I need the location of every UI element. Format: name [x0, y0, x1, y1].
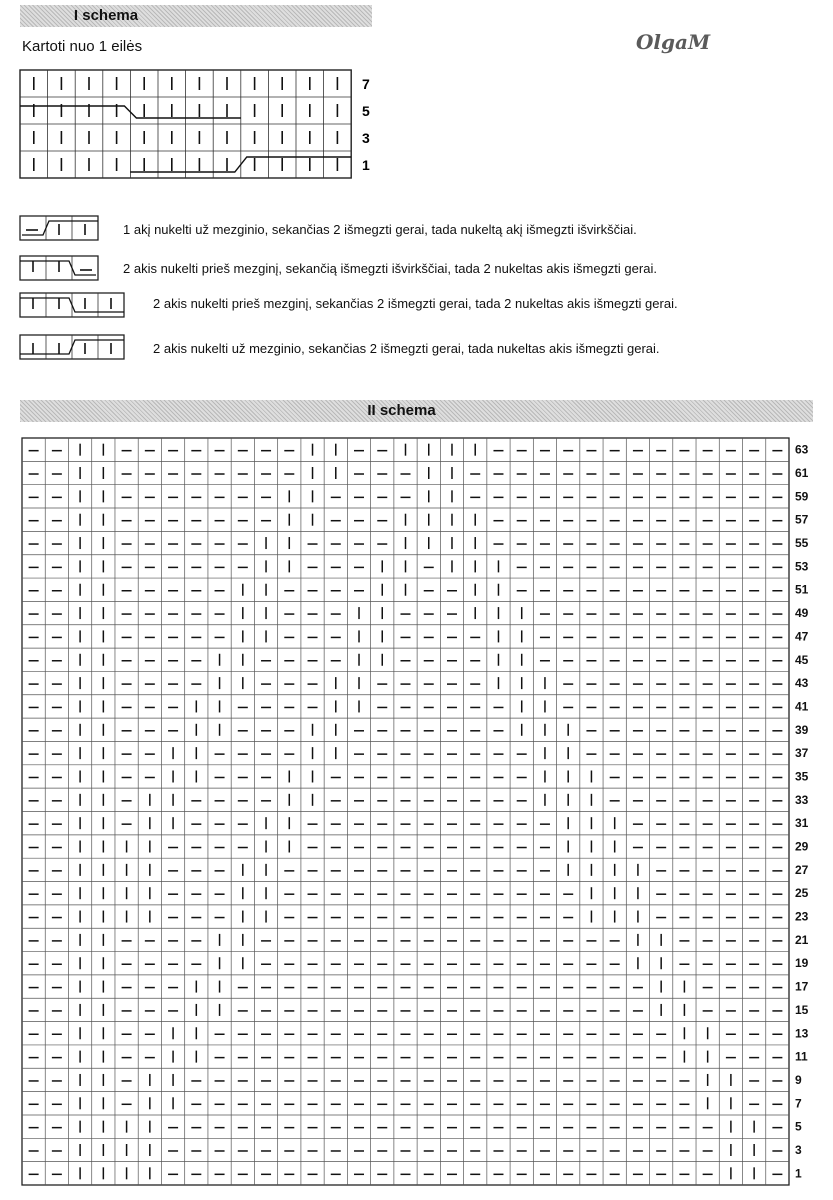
- row-label: 23: [795, 909, 809, 924]
- row-label: 19: [795, 956, 809, 971]
- row-label: 15: [795, 1002, 809, 1017]
- row-label: 51: [795, 582, 809, 597]
- row-label: 7: [362, 76, 370, 92]
- schema-2-grid: [22, 438, 789, 1185]
- legend-text-4: 2 akis nukelti už mezginio, sekančias 2 išmegzti gerai, tada nukeltas akis išmegzti gerai.: [153, 341, 660, 356]
- row-label: 43: [795, 676, 809, 691]
- schema-1-title: I schema: [73, 7, 139, 24]
- author-logo: OlgaM: [636, 30, 711, 54]
- row-label: 5: [362, 103, 370, 119]
- row-label: 5: [795, 1119, 802, 1134]
- repeat-note: Kartoti nuo 1 eilės: [22, 38, 143, 55]
- row-label: 57: [795, 512, 809, 527]
- row-label: 47: [795, 629, 809, 644]
- row-label: 39: [795, 722, 809, 737]
- row-label: 41: [795, 699, 809, 714]
- row-label: 33: [795, 792, 809, 807]
- legend-text-2: 2 akis nukelti prieš mezginį, sekančią išmegzti išvirkščiai, tada 2 nukeltas akis išmegzti gerai.: [123, 261, 657, 276]
- row-label: 59: [795, 489, 809, 504]
- legend-text-3: 2 akis nukelti prieš mezginį, sekančias 2 išmegzti gerai, tada 2 nukeltas akis išmegzti gerai.: [153, 296, 678, 311]
- row-label: 29: [795, 839, 809, 854]
- row-label: 11: [795, 1049, 808, 1064]
- row-label: 61: [795, 466, 809, 481]
- row-label: 1: [362, 157, 370, 173]
- row-label: 3: [795, 1142, 802, 1157]
- row-label: 9: [795, 1072, 802, 1087]
- row-label: 25: [795, 886, 809, 901]
- row-label: 1: [795, 1166, 802, 1181]
- legend-text-1: 1 akį nukelti už mezginio, sekančias 2 išmegzti gerai, tada nukeltą akį išmegzti išvirkščiai.: [123, 222, 637, 237]
- row-label: 63: [795, 442, 809, 457]
- row-label: 3: [362, 130, 370, 146]
- row-label: 45: [795, 652, 809, 667]
- schema-2-title: II schema: [367, 402, 436, 419]
- row-label: 21: [795, 932, 809, 947]
- row-label: 7: [795, 1096, 802, 1111]
- row-label: 31: [795, 816, 809, 831]
- row-label: 27: [795, 862, 809, 877]
- row-label: 49: [795, 606, 809, 621]
- row-label: 35: [795, 769, 809, 784]
- row-label: 37: [795, 746, 809, 761]
- schema-2-row-labels: [795, 443, 809, 1181]
- row-label: 17: [795, 979, 809, 994]
- row-label: 53: [795, 559, 809, 574]
- row-label: 55: [795, 536, 809, 551]
- row-label: 13: [795, 1026, 809, 1041]
